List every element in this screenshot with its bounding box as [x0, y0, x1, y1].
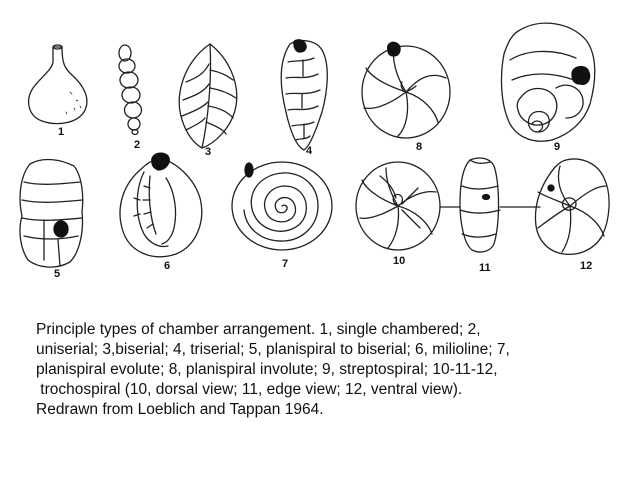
- label-2: 2: [134, 139, 141, 151]
- label-3: 3: [205, 146, 212, 158]
- label-5: 5: [54, 268, 61, 280]
- specimen-7-planispiral-evolute: [232, 162, 332, 250]
- specimen-5-planispiral-biserial: [20, 160, 83, 268]
- caption-line: uniserial; 3,biserial; 4, triserial; 5, planispiral to biserial; 6, milioline; 7,: [36, 341, 510, 358]
- specimen-1-single-chambered: [29, 45, 87, 124]
- specimen-8-planispiral-involute: [362, 42, 450, 138]
- label-10: 10: [393, 255, 406, 267]
- caption-line: Redrawn from Loeblich and Tappan 1964.: [36, 401, 324, 418]
- label-8: 8: [416, 141, 423, 153]
- specimen-11-trochospiral-edge: [440, 158, 540, 252]
- label-4: 4: [306, 145, 313, 157]
- label-9: 9: [554, 141, 561, 153]
- caption-line: trochospiral (10, dorsal view; 11, edge view; 12, ventral view).: [36, 381, 463, 398]
- specimen-2-uniserial: [119, 45, 142, 135]
- label-7: 7: [282, 258, 289, 270]
- label-12: 12: [580, 260, 593, 272]
- caption-line: Principle types of chamber arrangement. 1, single chambered; 2,: [36, 321, 481, 338]
- specimen-9-streptospiral: [502, 23, 595, 141]
- specimen-12-trochospiral-ventral: [535, 159, 609, 254]
- specimen-10-trochospiral-dorsal: [356, 162, 440, 250]
- specimen-3-biserial: [179, 44, 237, 148]
- label-6: 6: [164, 260, 171, 272]
- label-11: 11: [479, 262, 491, 274]
- figure-caption: [36, 320, 626, 420]
- label-1: 1: [58, 126, 65, 138]
- caption-line: planispiral evolute; 8, planispiral involute; 9, streptospiral; 10-11-12,: [36, 361, 498, 378]
- specimen-4-triserial: [281, 40, 327, 150]
- specimen-6-milioline: [120, 153, 202, 257]
